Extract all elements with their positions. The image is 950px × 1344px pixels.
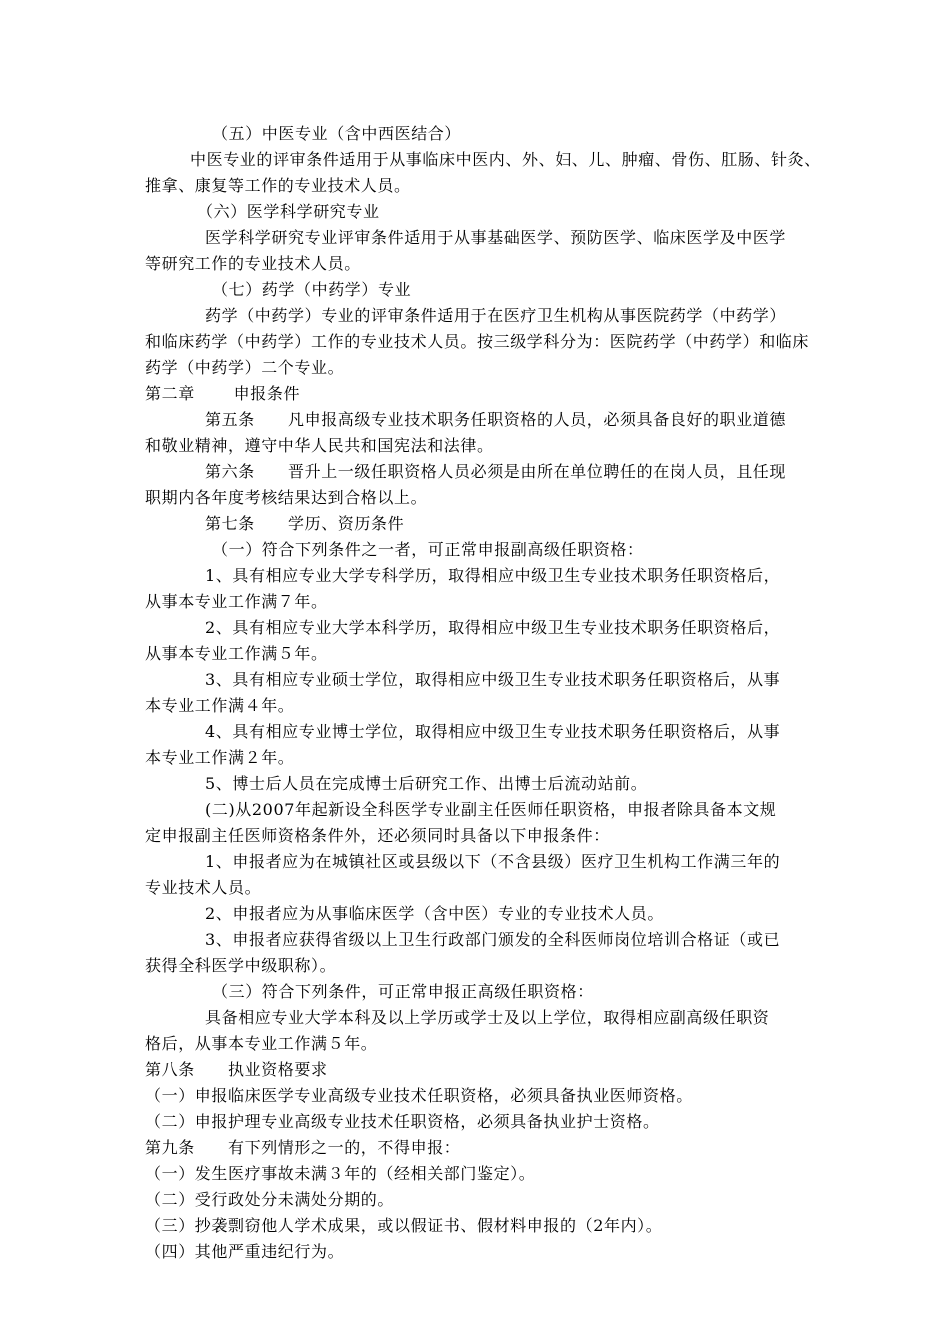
paragraph-line: 本专业工作满２年。 xyxy=(145,748,295,767)
list-item: （二）受行政处分未满处分期的。 xyxy=(145,1190,395,1209)
paragraph-line: (二)从2007年起新设全科医学专业副主任医师任职资格，申报者除具备本文规 xyxy=(205,800,777,819)
paragraph-line: 具备相应专业大学本科及以上学历或学士及以上学位，取得相应副高级任职资 xyxy=(205,1008,770,1027)
paragraph-line: 和敬业精神，遵守中华人民共和国宪法和法律。 xyxy=(145,436,494,455)
list-item: 2、申报者应为从事临床医学（含中医）专业的专业技术人员。 xyxy=(205,904,664,923)
paragraph-line: 获得全科医学中级职称）。 xyxy=(145,956,337,975)
article-6-line: 第六条 晋升上一级任职资格人员必须是由所在单位聘任的在岗人员，且任现 xyxy=(205,462,787,481)
article-8-heading: 第八条 执业资格要求 xyxy=(145,1060,328,1079)
paragraph-line: 中医专业的评审条件适用于从事临床中医内、外、妇、儿、肿瘤、骨伤、肛肠、针灸、 xyxy=(190,150,821,169)
paragraph-line: 定申报副主任医师资格条件外，还必须同时具备以下申报条件： xyxy=(145,826,610,845)
list-item: 3、申报者应获得省级以上卫生行政部门颁发的全科医师岗位培训合格证（或已 xyxy=(205,930,781,949)
list-item: 1、申报者应为在城镇社区或县级以下（不含县级）医疗卫生机构工作满三年的 xyxy=(205,852,781,871)
list-item: （一）发生医疗事故未满３年的（经相关部门鉴定）。 xyxy=(145,1164,536,1183)
article-5-line: 第五条 凡申报高级专业技术职务任职资格的人员，必须具备良好的职业道德 xyxy=(205,410,787,429)
section-heading-pharmacy: （七）药学（中药学）专业 xyxy=(212,280,412,299)
paragraph-line: 药学（中药学）二个专业。 xyxy=(145,358,345,377)
paragraph-line: （三）符合下列条件，可正常申报正高级任职资格： xyxy=(212,982,594,1001)
paragraph-line: 推拿、康复等工作的专业技术人员。 xyxy=(145,176,411,195)
list-item: 1、具有相应专业大学专科学历，取得相应中级卫生专业技术职务任职资格后， xyxy=(205,566,781,585)
section-heading-tcm: （五）中医专业（含中西医结合） xyxy=(212,124,462,143)
paragraph-line: 从事本专业工作满７年。 xyxy=(145,592,328,611)
paragraph-line: 格后，从事本专业工作满５年。 xyxy=(145,1034,378,1053)
list-item: （二）申报护理专业高级专业技术任职资格，必须具备执业护士资格。 xyxy=(145,1112,660,1131)
list-item: 3、具有相应专业硕士学位，取得相应中级卫生专业技术职务任职资格后，从事 xyxy=(205,670,781,689)
paragraph-line: 和临床药学（中药学）工作的专业技术人员。按三级学科分为：医院药学（中药学）和临床 xyxy=(145,332,810,351)
list-item: （三）抄袭剽窃他人学术成果，或以假证书、假材料申报的（2年内）。 xyxy=(145,1216,663,1235)
paragraph-line: 职期内各年度考核结果达到合格以上。 xyxy=(145,488,428,507)
paragraph-line: （一）符合下列条件之一者，可正常申报副高级任职资格： xyxy=(212,540,644,559)
paragraph-line: 本专业工作满４年。 xyxy=(145,696,295,715)
section-heading-medical-research: （六）医学科学研究专业 xyxy=(197,202,380,221)
chapter-heading: 第二章 申报条件 xyxy=(145,384,301,403)
paragraph-line: 从事本专业工作满５年。 xyxy=(145,644,328,663)
article-7-heading: 第七条 学历、资历条件 xyxy=(205,514,405,533)
paragraph-line: 药学（中药学）专业的评审条件适用于在医疗卫生机构从事医院药学（中药学） xyxy=(205,306,787,325)
list-item: 2、具有相应专业大学本科学历，取得相应中级卫生专业技术职务任职资格后， xyxy=(205,618,781,637)
list-item: （四）其他严重违纪行为。 xyxy=(145,1242,345,1261)
paragraph-line: 等研究工作的专业技术人员。 xyxy=(145,254,361,273)
paragraph-line: 专业技术人员。 xyxy=(145,878,262,897)
list-item: 5、博士后人员在完成博士后研究工作、出博士后流动站前。 xyxy=(205,774,648,793)
article-9-heading: 第九条 有下列情形之一的，不得申报： xyxy=(145,1138,461,1157)
list-item: （一）申报临床医学专业高级专业技术任职资格，必须具备执业医师资格。 xyxy=(145,1086,693,1105)
list-item: 4、具有相应专业博士学位，取得相应中级卫生专业技术职务任职资格后，从事 xyxy=(205,722,781,741)
paragraph-line: 医学科学研究专业评审条件适用于从事基础医学、预防医学、临床医学及中医学 xyxy=(205,228,787,247)
